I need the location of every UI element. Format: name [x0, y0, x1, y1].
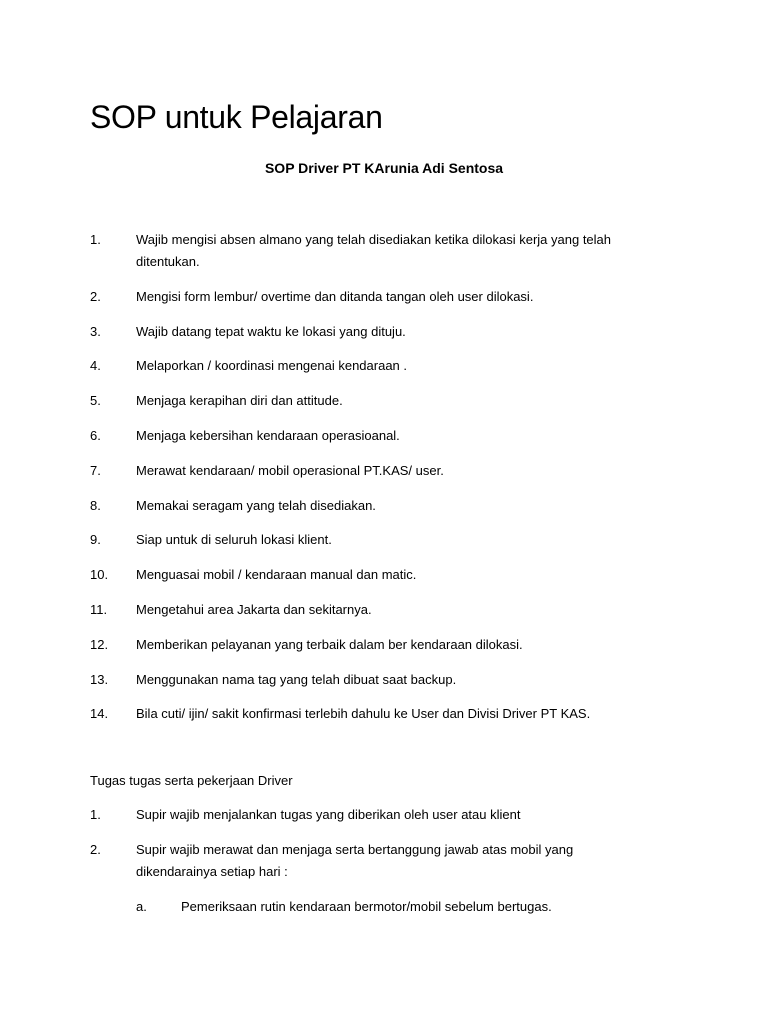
item-text: Supir wajib menjalankan tugas yang diberikan oleh user atau klient: [136, 807, 521, 822]
item-number: 3.: [90, 323, 101, 339]
item-number: 14.: [90, 706, 109, 722]
list-item: [90, 390, 650, 412]
item-text: Menguasai mobil / kendaraan manual dan matic.: [136, 567, 417, 583]
item-number: 5.: [90, 393, 101, 409]
list-item: [90, 286, 650, 308]
list-item: [90, 495, 650, 517]
list-item: [90, 425, 650, 447]
list-item: [90, 599, 650, 621]
item-number: 1.: [90, 232, 101, 247]
item-text: Menjaga kebersihan kendaraan operasioanal.: [136, 427, 400, 443]
item-text: Wajib datang tepat waktu ke lokasi yang dituju.: [136, 323, 406, 339]
item-text: Melaporkan / koordinasi mengenai kendaraan .: [136, 358, 408, 374]
item-text: Menggunakan nama tag yang telah dibuat saat backup.: [136, 671, 457, 687]
item-number: 10.: [90, 567, 109, 583]
item-number: 1.: [90, 807, 101, 822]
list-item: [90, 804, 650, 826]
list-item: [90, 355, 650, 377]
item-text: Memberikan pelayanan yang terbaik dalam ber kendaraan dilokasi.: [136, 636, 523, 652]
item-number: 7.: [90, 462, 101, 478]
list-item: [90, 634, 650, 656]
item-text: Mengisi form lembur/ overtime dan ditanda tangan oleh user dilokasi.: [136, 288, 534, 304]
item-number: 9.: [90, 532, 101, 548]
list-item: [90, 669, 650, 691]
item-number: 2.: [90, 841, 101, 857]
item-number: 11.: [90, 601, 108, 617]
list-item: [90, 703, 650, 725]
item-text: Pemeriksaan rutin kendaraan bermotor/mobil sebelum bertugas.: [181, 899, 552, 914]
list-item: [90, 229, 650, 273]
task-sub-list: [136, 896, 656, 931]
list-item: [90, 839, 650, 883]
item-text: Supir wajib merawat dan menjaga serta bertanggung jawab atas mobil yang dikendarainya setiap hari :: [136, 841, 574, 879]
item-number: 8.: [90, 497, 101, 513]
list-item: [90, 564, 650, 586]
item-number: 4.: [90, 358, 101, 374]
sop-list: [90, 229, 650, 738]
item-text: Bila cuti/ ijin/ sakit konfirmasi terlebih dahulu ke User dan Divisi Driver PT KAS.: [136, 706, 591, 722]
item-text: Mengetahui area Jakarta dan sekitarnya.: [136, 601, 372, 617]
item-number: 13.: [90, 671, 109, 687]
list-item: [136, 896, 656, 918]
item-text: Merawat kendaraan/ mobil operasional PT.KAS/ user.: [136, 462, 444, 478]
list-item: [90, 460, 650, 482]
tasks-heading: Tugas tugas serta pekerjaan Driver: [90, 773, 293, 788]
list-item: [90, 529, 650, 551]
item-text: Wajib mengisi absen almano yang telah disediakan ketika dilokasi kerja yang telah ditentukan.: [136, 232, 612, 269]
item-text: Menjaga kerapihan diri dan attitude.: [136, 393, 343, 409]
item-number: 2.: [90, 288, 101, 304]
document-title: SOP untuk Pelajaran: [90, 99, 383, 135]
item-number: 6.: [90, 427, 101, 443]
item-number: 12.: [90, 636, 109, 652]
list-item: [90, 321, 650, 343]
task-list: [90, 804, 650, 896]
item-letter: a.: [136, 899, 147, 914]
document-subtitle: SOP Driver PT KArunia Adi Sentosa: [264, 160, 504, 176]
item-text: Siap untuk di seluruh lokasi klient.: [136, 532, 332, 548]
item-text: Memakai seragam yang telah disediakan.: [136, 497, 376, 513]
